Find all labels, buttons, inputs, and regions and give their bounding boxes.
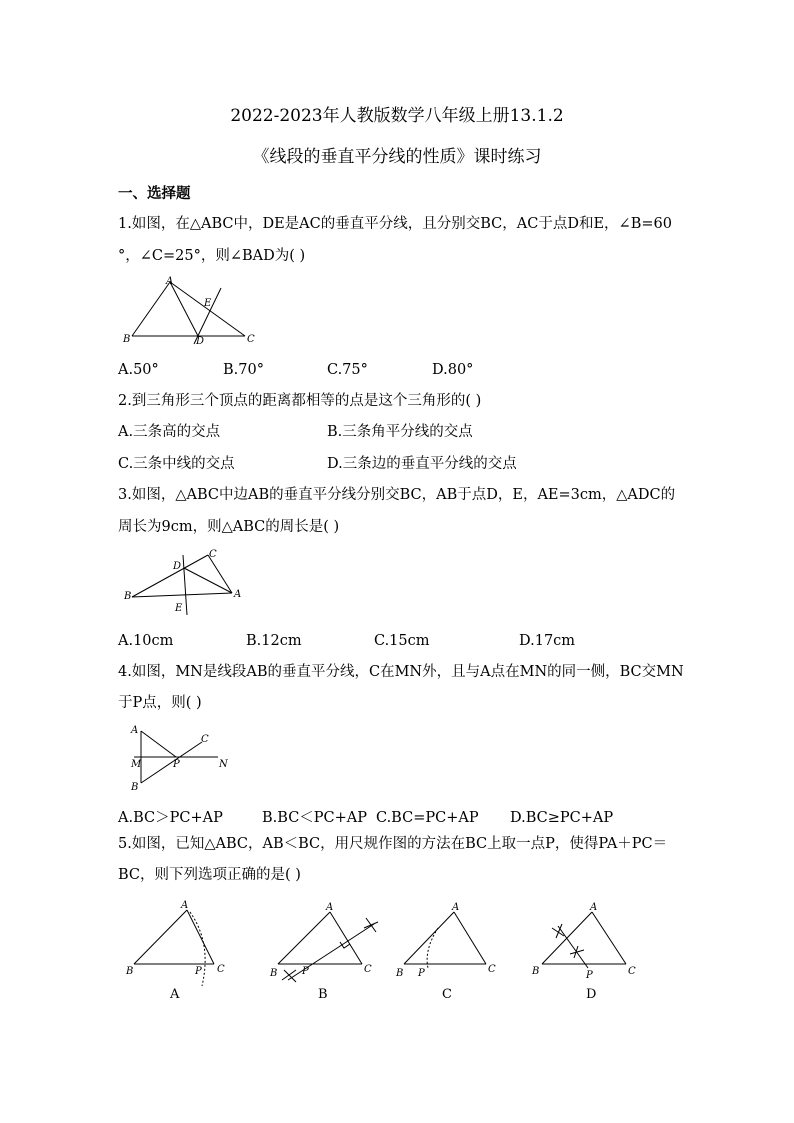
q5a-label-b: B xyxy=(126,966,134,977)
q1-label-b: B xyxy=(123,334,131,345)
q5c-label-c: C xyxy=(488,964,496,975)
section-heading: 一、选择题 xyxy=(118,185,191,202)
q1-figure xyxy=(118,276,258,346)
q4-option-c: C.BC=PC+AP xyxy=(376,810,479,826)
q3-stem-line2: 周长为9cm，则△ABC的周长是( ) xyxy=(118,519,340,535)
q5-caption-b: B xyxy=(318,987,328,1002)
q4-option-d: D.BC≥PC+AP xyxy=(510,810,614,826)
q4-stem-line1: 4.如图，MN是线段AB的垂直平分线，C在MN外，且与A点在MN的同一侧，BC交MN xyxy=(118,664,684,680)
q5-stem-line2: BC，则下列选项正确的是( ) xyxy=(118,867,301,883)
q3-label-d: D xyxy=(173,561,182,572)
q4-label-b: B xyxy=(131,782,139,793)
q4-option-b: B.BC＜PC+AP xyxy=(262,810,368,826)
q5b-label-a: A xyxy=(326,902,334,913)
q5-figure-c xyxy=(392,898,502,1002)
q5d-label-p: P xyxy=(586,970,593,981)
q5a-label-a: A xyxy=(181,900,189,911)
q5-caption-d: D xyxy=(586,987,597,1002)
q5-figure-b xyxy=(266,898,386,1002)
q3-label-a: A xyxy=(234,589,242,600)
q3-option-d: D.17cm xyxy=(519,633,576,649)
q4-label-a: A xyxy=(131,725,139,736)
q3-option-a: A.10cm xyxy=(118,633,174,649)
q4-label-c: C xyxy=(201,734,209,745)
q4-label-n: N xyxy=(219,759,228,770)
q1-option-b: B.70° xyxy=(223,362,264,378)
q3-label-e: E xyxy=(175,603,183,614)
q5b-label-b: B xyxy=(270,968,278,979)
q1-option-d: D.80° xyxy=(432,362,474,378)
q1-label-a: A xyxy=(166,276,174,287)
q3-figure xyxy=(118,547,248,622)
document-title-line2: 《线段的垂直平分线的性质》课时练习 xyxy=(252,147,542,167)
q1-stem-line1: 1.如图，在△ABC中，DE是AC的垂直平分线，且分别交BC，AC于点D和E，∠B=60 xyxy=(118,216,672,232)
q3-label-b: B xyxy=(124,591,132,602)
q5-stem-line1: 5.如图，已知△ABC，AB＜BC，用尺规作图的方法在BC上取一点P，使得PA＋PC＝ xyxy=(118,836,668,852)
q4-label-m: M xyxy=(131,759,142,770)
q5b-label-p: P xyxy=(302,966,309,977)
q5-figure-d xyxy=(530,898,650,1002)
q2-option-d: D.三条边的垂直平分线的交点 xyxy=(327,456,517,472)
q5-figure-a xyxy=(122,898,232,1002)
q5c-label-b: B xyxy=(396,968,404,979)
q1-label-e: E xyxy=(204,298,212,309)
q5d-label-b: B xyxy=(532,966,540,977)
q1-option-c: C.75° xyxy=(327,362,368,378)
q1-label-c: C xyxy=(247,334,255,345)
q5a-label-c: C xyxy=(217,964,225,975)
q1-label-d: D xyxy=(196,336,205,347)
q1-stem-line2: °，∠C=25°，则∠BAD为( ) xyxy=(118,248,306,264)
q5a-label-p: P xyxy=(195,966,202,977)
q3-stem-line1: 3.如图，△ABC中边AB的垂直平分线分别交BC，AB于点D，E，AE=3cm，△ADC的 xyxy=(118,487,676,503)
q5-caption-c: C xyxy=(442,987,452,1002)
q5-caption-a: A xyxy=(170,987,180,1002)
q3-option-b: B.12cm xyxy=(246,633,302,649)
q5c-label-a: A xyxy=(452,902,460,913)
q2-option-a: A.三条高的交点 xyxy=(118,424,221,440)
q4-figure xyxy=(126,722,246,792)
q2-stem: 2.到三角形三个顶点的距离都相等的点是这个三角形的( ) xyxy=(118,393,482,409)
q2-option-b: B.三条角平分线的交点 xyxy=(327,424,473,440)
q5c-label-p: P xyxy=(418,968,425,979)
q5d-label-a: A xyxy=(590,902,598,913)
q4-label-p: P xyxy=(173,759,180,770)
q1-option-a: A.50° xyxy=(118,362,159,378)
q3-option-c: C.15cm xyxy=(374,633,430,649)
q5d-label-c: C xyxy=(628,966,636,977)
q5b-label-c: C xyxy=(364,964,372,975)
q4-option-a: A.BC＞PC+AP xyxy=(118,810,223,826)
document-title-line1: 2022-2023年人教版数学八年级上册13.1.2 xyxy=(230,106,564,126)
q4-stem-line2: 于P点，则( ) xyxy=(118,695,202,711)
q2-option-c: C.三条中线的交点 xyxy=(118,456,235,472)
q3-label-c: C xyxy=(209,549,217,560)
